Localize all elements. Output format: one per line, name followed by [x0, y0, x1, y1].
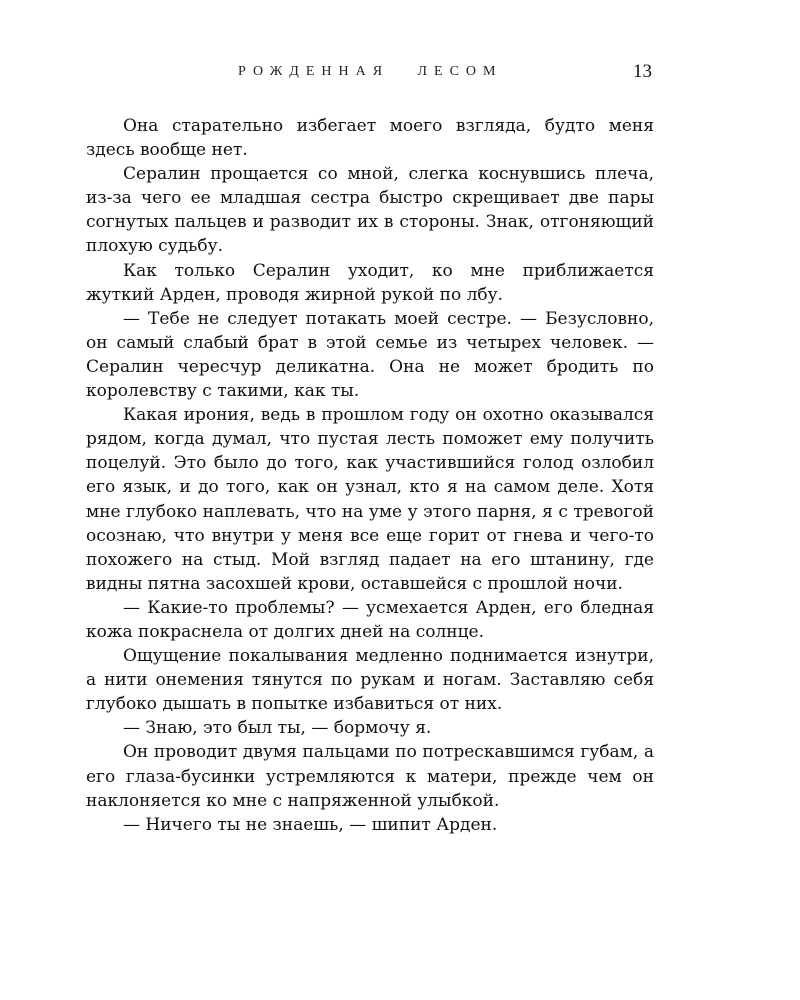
- paragraph: — Знаю, это был ты, — бормочу я.: [123, 718, 432, 739]
- body-text: [86, 114, 654, 837]
- paragraph: Ощущение покалывания медленно поднимается изнутри, а нити онемения тянутся по рукам и ногам. Заставляю себя глубоко дышать в попытке избавиться от них.: [86, 646, 654, 715]
- page-number: 13: [633, 61, 652, 82]
- paragraph: Она старательно избегает моего взгляда, будто меня здесь вообще нет.: [86, 116, 654, 161]
- paragraph: Как только Сералин уходит, ко мне приближается жуткий Арден, проводя жирной рукой по лбу.: [86, 260, 654, 305]
- paragraph: Он проводит двумя пальцами по потрескавшимся губам, а его глаза-бусинки устремляются к матери, прежде чем он наклоняется ко мне с напряженной улыбкой.: [86, 742, 654, 811]
- paragraph: Сералин прощается со мной, слегка коснувшись плеча, из-за чего ее младшая сестра быстро скрещивает две пары согнутых пальцев и разводит их в стороны. Знак, отгоняющий плохую судьбу.: [86, 164, 654, 257]
- running-header: [0, 61, 800, 88]
- paragraph: Какая ирония, ведь в прошлом году он охотно оказывался рядом, когда думал, что пустая лесть поможет ему получить поцелуй. Это было до того, как участившийся голод озлобил его язык, и до того, как он узнал, кто я на самом деле. Хотя мне глубоко наплевать, что на уме у этого парня, я с тревогой осознаю, что внутри у меня все еще горит от гнева и чего-то похожего на стыд. Мой взгляд падает на его штанину, где видны пятна засохшей крови, оставшейся с прошлой ночи.: [86, 405, 654, 594]
- paragraph: — Ничего ты не знаешь, — шипит Арден.: [123, 814, 498, 835]
- running-title: РОЖДЕННАЯ ЛЕСОМ: [238, 64, 503, 79]
- paragraph: — Какие-то проблемы? — усмехается Арден, его бледная кожа покраснела от долгих дней на солнце.: [86, 597, 654, 642]
- paragraph: — Тебе не следует потакать моей сестре. — Безусловно, он самый слабый брат в этой семье из четырех человек. — Сералин чересчур деликатна. Она не может бродить по королевству с такими, как ты.: [86, 308, 654, 402]
